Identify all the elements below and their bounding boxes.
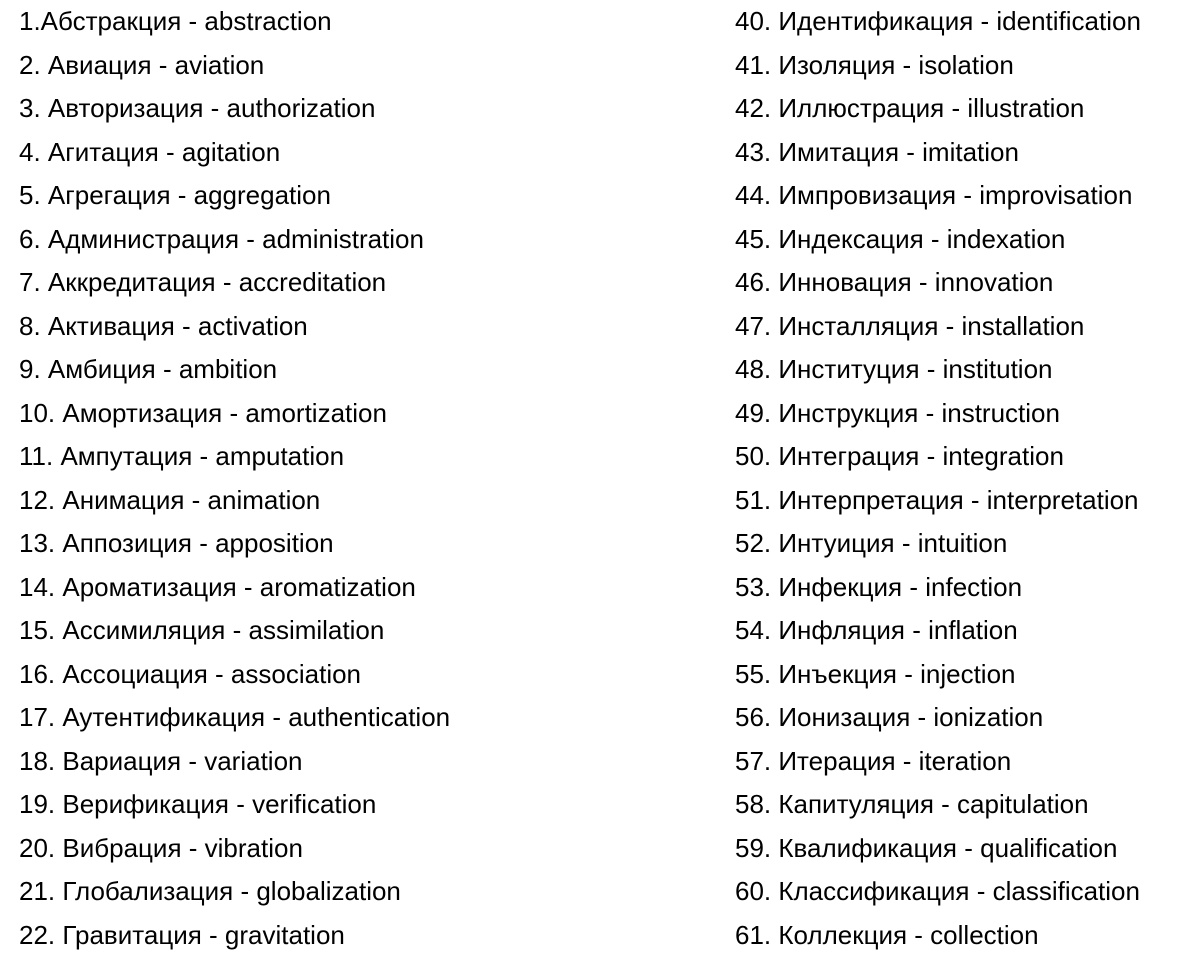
word-entry: 2. Авиация - aviation bbox=[19, 44, 450, 88]
word-entry: 6. Администрация - administration bbox=[19, 218, 450, 262]
word-entry: 9. Амбиция - ambition bbox=[19, 348, 450, 392]
word-entry: 52. Интуиция - intuition bbox=[735, 522, 1141, 566]
word-entry: 8. Активация - activation bbox=[19, 305, 450, 349]
word-entry: 46. Инновация - innovation bbox=[735, 261, 1141, 305]
word-entry: 3. Авторизация - authorization bbox=[19, 87, 450, 131]
word-entry: 54. Инфляция - inflation bbox=[735, 609, 1141, 653]
word-entry: 48. Институция - institution bbox=[735, 348, 1141, 392]
word-entry: 12. Анимация - animation bbox=[19, 479, 450, 523]
word-entry: 58. Капитуляция - capitulation bbox=[735, 783, 1141, 827]
word-entry: 56. Ионизация - ionization bbox=[735, 696, 1141, 740]
word-entry: 18. Вариация - variation bbox=[19, 740, 450, 784]
word-entry: 13. Аппозиция - apposition bbox=[19, 522, 450, 566]
word-entry: 4. Агитация - agitation bbox=[19, 131, 450, 175]
word-entry: 5. Агрегация - aggregation bbox=[19, 174, 450, 218]
word-entry: 19. Верификация - verification bbox=[19, 783, 450, 827]
word-entry: 53. Инфекция - infection bbox=[735, 566, 1141, 610]
word-entry: 17. Аутентификация - authentication bbox=[19, 696, 450, 740]
word-entry: 44. Импровизация - improvisation bbox=[735, 174, 1141, 218]
word-entry: 45. Индексация - indexation bbox=[735, 218, 1141, 262]
word-entry: 43. Имитация - imitation bbox=[735, 131, 1141, 175]
word-entry: 20. Вибрация - vibration bbox=[19, 827, 450, 871]
word-entry: 51. Интерпретация - interpretation bbox=[735, 479, 1141, 523]
word-entry: 40. Идентификация - identification bbox=[735, 0, 1141, 44]
word-entry: 55. Инъекция - injection bbox=[735, 653, 1141, 697]
left-word-column bbox=[19, 0, 450, 957]
word-entry: 21. Глобализация - globalization bbox=[19, 870, 450, 914]
word-entry: 10. Амортизация - amortization bbox=[19, 392, 450, 436]
word-entry: 42. Иллюстрация - illustration bbox=[735, 87, 1141, 131]
word-entry: 7. Аккредитация - accreditation bbox=[19, 261, 450, 305]
word-entry: 59. Квалификация - qualification bbox=[735, 827, 1141, 871]
word-entry: 57. Итерация - iteration bbox=[735, 740, 1141, 784]
word-entry: 15. Ассимиляция - assimilation bbox=[19, 609, 450, 653]
word-entry: 61. Коллекция - collection bbox=[735, 914, 1141, 957]
word-entry: 14. Ароматизация - aromatization bbox=[19, 566, 450, 610]
word-entry: 50. Интеграция - integration bbox=[735, 435, 1141, 479]
word-entry: 1.Абстракция - abstraction bbox=[19, 0, 450, 44]
word-entry: 47. Инсталляция - installation bbox=[735, 305, 1141, 349]
word-entry: 11. Ампутация - amputation bbox=[19, 435, 450, 479]
right-word-column bbox=[735, 0, 1141, 957]
word-entry: 16. Ассоциация - association bbox=[19, 653, 450, 697]
word-entry: 60. Классификация - classification bbox=[735, 870, 1141, 914]
word-entry: 49. Инструкция - instruction bbox=[735, 392, 1141, 436]
word-entry: 41. Изоляция - isolation bbox=[735, 44, 1141, 88]
word-entry: 22. Гравитация - gravitation bbox=[19, 914, 450, 957]
